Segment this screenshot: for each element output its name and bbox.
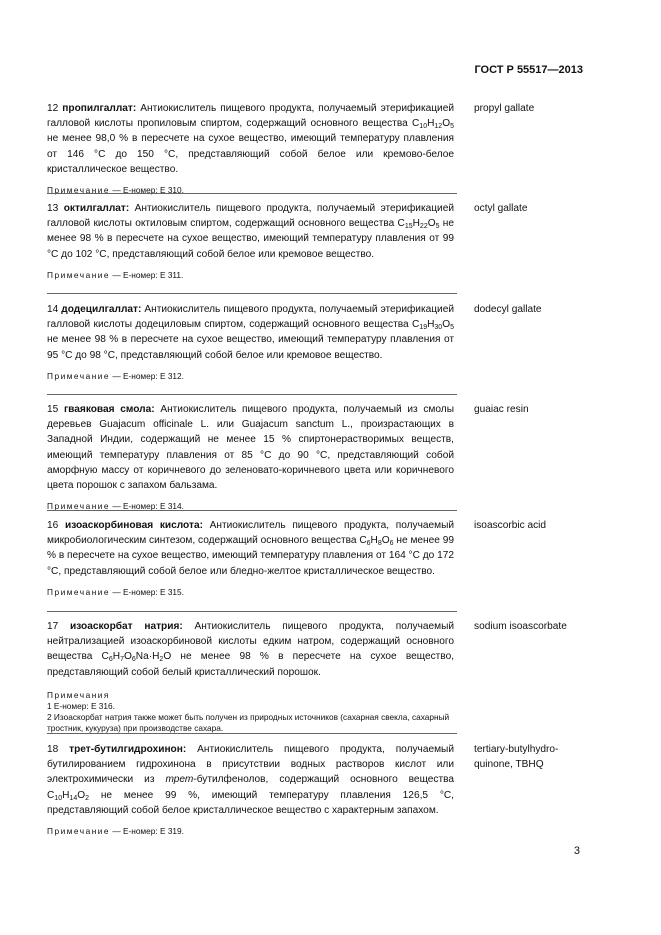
term-ru-16: изоаскорбиновая кислота: — [64, 520, 203, 531]
term-en-17: sodium isoascorbate — [474, 621, 567, 632]
note-15: Примечание — Е-номер: Е 314. — [47, 501, 184, 512]
definition-17: 17 изоаскорбат натрия: Антиокислитель пищевого продукта, получаемый нейтрализацией изоаскорбиновой кислоты едким натром, содержащий основного вещества $C_6H_7O_6Na\cdot H_2O$ не менее 98 % в пересчете на сухое вещество, представляющий собой белый кристаллический порошок. — [47, 621, 455, 678]
page-number: 3 — [573, 845, 580, 857]
separator — [47, 193, 457, 194]
separator — [47, 733, 457, 734]
term-ru-15: гваяковая смола: — [63, 404, 155, 415]
separator — [47, 293, 457, 294]
term-en-16: isoascorbic acid — [474, 520, 547, 531]
definition-16: 16 изоаскорбиновая кислота: Антиокислитель пищевого продукта, получаемый микробиологическим синтезом, содержащий основного вещества $C_6H_8O_6$ не менее 99 % в пересчете на сухое вещество, имеющий температуру плавления от 164 °C до 172 °C, представляющий собой белое или бледно-желтое кристаллическое вещество. — [47, 520, 455, 577]
note-18: Примечание — Е-номер: Е 319. — [47, 826, 184, 837]
definition-15: 15 гваяковая смола: Антиокислитель пищевого продукта, получаемый из смолы деревьев Guajacum officinale L. или Guajacum sanctum L., произрастающих в Западной Индии, содержащий не менее 15 % спиртонерастворимых веществ, имеющий температуру плавления от 85 °C до 90 °C, представляющий собой аморфную массу от коричневого до зеленовато-коричневого цвета или коричневого цвета порошок с запахом бальзама. — [47, 404, 454, 492]
definition-12: 12 пропилгаллат: Антиокислитель пищевого продукта, получаемый этерификацией галловой кислоты пропиловым спиртом, содержащий основного вещества $C_{10}H_{12}O_5$ не менее 98,0 % в пересчете на сухое вещество, имеющий температуру плавления от 146 °C до 150 °C, представляющий собой белое или кремово-белое кристаллическое вещество. — [47, 103, 454, 175]
note-12: Примечание — Е-номер: Е 310. — [47, 185, 184, 196]
note-14: Примечание — Е-номер: Е 312. — [47, 370, 184, 381]
note-17: Примечания 1 Е-номер: Е 316. 2 Изоаскорбат натрия также может быть получен из природных источников (сахарная свекла, сахарный тростник, кукуруза) при производстве сахара. — [47, 690, 457, 734]
term-ru-18: трет-бутилгидрохинон: — [69, 744, 187, 755]
term-en-14: dodecyl gallate — [474, 304, 542, 315]
term-ru-12: пропилгаллат: — [62, 103, 137, 114]
term-en-12: propyl gallate — [474, 103, 535, 114]
term-en-15: guaiac resin — [474, 404, 529, 415]
note-16: Примечание — Е-номер: Е 315. — [47, 586, 184, 597]
term-en-18: tertiary-butylhydro-quinone, TBHQ — [474, 744, 559, 771]
entry-17 — [47, 619, 587, 734]
document-code: ГОСТ Р 55517—2013 — [474, 64, 583, 76]
definition-14: 14 додецилгаллат: Антиокислитель пищевого продукта, получаемый этерификацией галловой кислоты додециловым спиртом, содержащий основного вещества $C_{19}H_{30}O_5$ не менее 98 % в пересчете на сухое вещество, имеющий температуру плавления от 95 °C до 98 °C, представляющий собой белое или кремовое вещество. — [47, 304, 454, 361]
note-13: Примечание — Е-номер: Е 311. — [47, 269, 184, 280]
note-17-item-1: 1 Е-номер: Е 316. — [47, 700, 115, 711]
term-ru-14: додецилгаллат: — [61, 304, 142, 315]
definition-18: 18 трет-бутилгидрохинон: Антиокислитель пищевого продукта, получаемый бутилированием гидрохинона в присутствии водных растворов кислот или электрохимически из трет-бутилфенолов, содержащий основного вещества $C_{10}H_{14}O_2$ не менее 99 %, имеющий температуру плавления 126,5 °C, представляющий собой белое кристаллическое вещество с характерным запахом. — [47, 744, 455, 816]
note-17-item-2: 2 Изоаскорбат натрия также может быть получен из природных источников (сахарная свекла, сахарный тростник, кукуруза) при производстве сахара. — [47, 711, 450, 733]
entry-14 — [47, 302, 587, 382]
term-en-13: octyl gallate — [474, 203, 528, 214]
entry-18 — [47, 742, 587, 837]
term-ru-17: изоаскорбат натрия: — [70, 621, 183, 632]
entry-12 — [47, 101, 587, 196]
term-ru-13: октилгаллат: — [63, 203, 130, 214]
entry-16 — [47, 518, 587, 598]
entry-13 — [47, 201, 587, 281]
separator — [47, 611, 457, 612]
definition-13: 13 октилгаллат: Антиокислитель пищевого продукта, получаемый этерификацией галловой кислоты октиловым спиртом, содержащий основного вещества $C_{15}H_{22}O_5$ не менее 98 % в пересчете на сухое вещество, имеющий температуру плавления от 99 °C до 102 °C, представляющий собой белое или кремовое вещество. — [47, 203, 454, 260]
separator — [47, 394, 457, 395]
entry-15 — [47, 402, 587, 512]
separator — [47, 510, 457, 511]
